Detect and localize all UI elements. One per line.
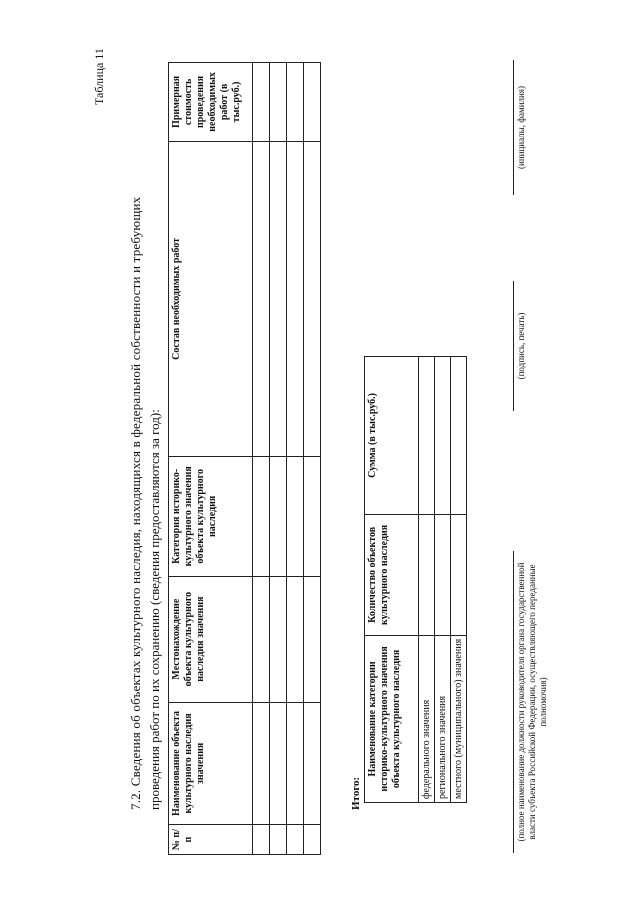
- cell[interactable]: [253, 702, 270, 825]
- table-header-row: [169, 63, 253, 855]
- col-cost: Примерная стоимость проведения необходимых работ (в тыс.руб.): [169, 63, 253, 142]
- table-row: [435, 357, 451, 803]
- cell[interactable]: [287, 63, 304, 142]
- cell[interactable]: [287, 576, 304, 702]
- col-category: Категория историко-культурного значения объекта культурного наследия: [169, 456, 253, 576]
- section-title-line-2: проведения работ по их сохранению (сведения предоставляются за год):: [147, 409, 162, 810]
- signature-line: [513, 281, 514, 411]
- summary-header-row: [365, 357, 419, 803]
- table-row: [419, 357, 435, 803]
- cell[interactable]: [304, 825, 321, 855]
- cell[interactable]: [287, 141, 304, 456]
- cell[interactable]: [435, 514, 451, 635]
- col-location: Местонахождение объекта культурного наследия значения: [169, 576, 253, 702]
- summary-label: Итого:: [350, 776, 362, 810]
- name-line: [513, 60, 514, 195]
- cell[interactable]: [304, 576, 321, 702]
- cell[interactable]: [304, 456, 321, 576]
- cell[interactable]: [287, 456, 304, 576]
- table-row: [270, 63, 287, 855]
- summary-col-category: Наименование категории историко-культурного значения объекта культурного наследия: [365, 635, 419, 802]
- summary-table: [364, 356, 467, 803]
- cell[interactable]: [435, 357, 451, 515]
- cell[interactable]: [419, 357, 435, 515]
- cell[interactable]: [253, 576, 270, 702]
- cell[interactable]: [451, 357, 467, 515]
- cell[interactable]: [253, 63, 270, 142]
- section-title-line-1: 7.2. Сведения об объектах культурного наследия, находящихся в федеральной собственности и требующих: [128, 196, 143, 810]
- summary-row-label: регионального значения: [435, 635, 451, 802]
- cell[interactable]: [287, 702, 304, 825]
- table-row: [253, 63, 270, 855]
- cell[interactable]: [270, 576, 287, 702]
- cell[interactable]: [304, 141, 321, 456]
- table-row: [287, 63, 304, 855]
- cell[interactable]: [253, 825, 270, 855]
- cell[interactable]: [304, 702, 321, 825]
- cell[interactable]: [270, 456, 287, 576]
- position-caption: (полное наименование должности руководителя органа государственной власти субъекта Российской Федерации, осуществляющего переданные полномочия): [516, 562, 548, 842]
- summary-row-label: федерального значения: [419, 635, 435, 802]
- cell[interactable]: [270, 702, 287, 825]
- summary-row-label: местного (муниципального) значения: [451, 635, 467, 802]
- table-row: [304, 63, 321, 855]
- cell[interactable]: [451, 514, 467, 635]
- cell[interactable]: [253, 141, 270, 456]
- name-caption: (инициалы, фамилия): [516, 86, 526, 169]
- signature-caption: (подпись, печать): [516, 312, 526, 380]
- col-number: № п/п: [169, 825, 253, 855]
- federal-objects-table: [168, 62, 321, 855]
- cell[interactable]: [270, 141, 287, 456]
- col-works: Состав необходимых работ: [169, 141, 253, 456]
- cell[interactable]: [253, 456, 270, 576]
- cell[interactable]: [419, 514, 435, 635]
- table-label: Таблица 11: [92, 48, 106, 105]
- summary-col-sum: Сумма (в тыс.руб.): [365, 357, 419, 515]
- cell[interactable]: [304, 63, 321, 142]
- cell[interactable]: [270, 825, 287, 855]
- table-row: [451, 357, 467, 803]
- position-line: [513, 551, 514, 853]
- summary-col-count: Количество объектов культурного наследия: [365, 514, 419, 635]
- cell[interactable]: [270, 63, 287, 142]
- cell[interactable]: [287, 825, 304, 855]
- col-object-name: Наименование объекта культурного наследия значения: [169, 702, 253, 825]
